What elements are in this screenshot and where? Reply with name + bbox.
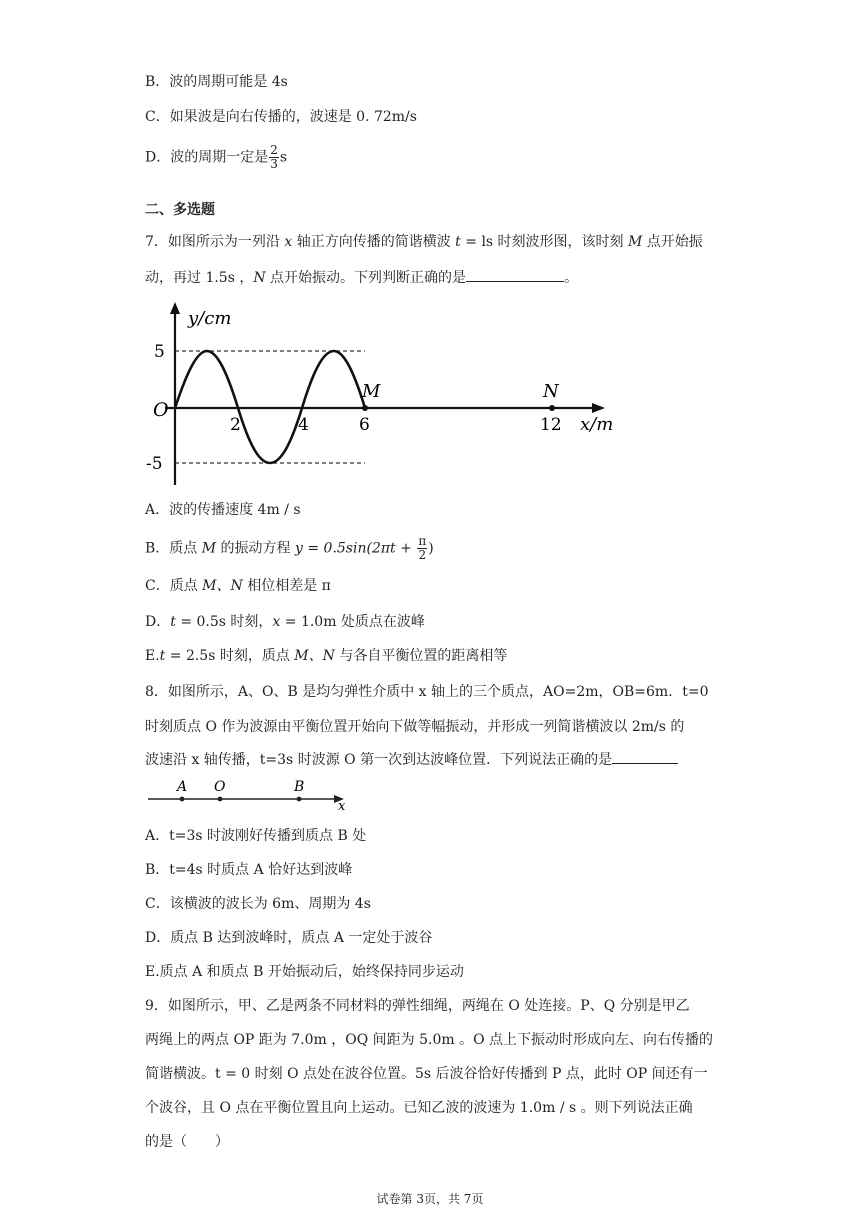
q7-var-x: x (272, 614, 281, 630)
tick-y-5: 5 (154, 342, 165, 362)
y-axis-label: y/cm (188, 308, 232, 329)
q6-option-d-suffix: s (279, 149, 288, 166)
x-axis-label: x/m (580, 414, 614, 435)
q7-equation: y = 0.5sin(2πt + (295, 540, 417, 557)
q7-text: 轴正方向传播的简谐横波 (292, 234, 456, 250)
q7-text: C．质点 (145, 578, 203, 594)
q6-option-d-fraction (269, 144, 279, 171)
q7-text: = 1.0m 处质点在波峰 (280, 614, 425, 630)
label-o: O (214, 779, 226, 795)
answer-blank[interactable] (466, 267, 564, 282)
q7-var-t: t (159, 648, 166, 664)
tick-x-2: 2 (230, 415, 241, 435)
point-b (297, 797, 302, 802)
q7-fraction (417, 535, 427, 562)
fraction-numerator: 2 (270, 143, 278, 157)
q7-text: = 2.5s 时刻，质点 (165, 648, 295, 664)
q6-option-b: B．波的周期可能是 4s (145, 74, 288, 90)
fraction-numerator: π (418, 534, 427, 548)
q7-var-t: t (455, 234, 461, 250)
q7-text: D． (145, 614, 171, 630)
q8-stem-line1: 8．如图所示，A、O、B 是均匀弹性介质中 x 轴上的三个质点，AO=2m，OB=6m．t=0 (145, 684, 709, 700)
label-x: x (338, 799, 346, 810)
q8-axis-figure (148, 776, 358, 810)
q8-stem-line3 (145, 749, 678, 770)
label-a: A (177, 779, 188, 795)
label-m: M (362, 381, 381, 402)
q7-option-a: A．波的传播速度 4m / s (145, 502, 301, 518)
q7-option-d (145, 612, 425, 632)
q9-stem-line5: 的是（ ） (145, 1134, 229, 1150)
label-b: B (294, 779, 305, 795)
q7-text: 点开始振 (642, 234, 703, 250)
q7-var-m: M (201, 540, 217, 557)
q7-text: 相位相差是 π (242, 578, 331, 594)
q7-text: = ls 时刻波形图，该时刻 (460, 234, 629, 250)
answer-blank[interactable] (612, 749, 678, 764)
section-heading: 二、多选题 (145, 202, 215, 218)
q7-text: 。 (564, 270, 579, 286)
q7-var-n: N (253, 270, 266, 286)
q7-option-b (145, 535, 434, 562)
q9-stem-line1: 9．如图所示，甲、乙是两条不同材料的弹性细绳，两绳在 O 处连接。P、Q 分别是甲乙 (145, 998, 690, 1014)
q6-option-c: C．如果波是向右传播的，波速是 0. 72m/s (145, 109, 417, 125)
label-n: N (543, 381, 559, 402)
q7-text: E. (145, 648, 160, 664)
q7-var-m: M (628, 234, 643, 250)
q7-text: B．质点 (145, 540, 202, 557)
q7-var-mn: M、N (202, 578, 243, 594)
page-footer: 试卷第 3页，共 7页 (376, 1192, 484, 1206)
q7-option-e (145, 646, 507, 666)
origin-label: O (153, 399, 169, 421)
fraction-denominator: 2 (418, 548, 427, 562)
q6-option-d (145, 144, 287, 171)
point-o (218, 797, 223, 802)
q9-stem-line3: 简谐横波。t = 0 时刻 O 点处在波谷位置。5s 后波谷恰好传播到 P 点，此时 OP 间还有一 (145, 1066, 708, 1082)
q7-wave-figure (140, 300, 620, 490)
q7-text: ) (428, 540, 434, 557)
tick-x-4: 4 (298, 415, 309, 435)
point-n (549, 405, 555, 411)
q7-var-mn: M、N (294, 648, 335, 664)
tick-x-6: 6 (359, 415, 370, 435)
q7-text: 点开始振动。下列判断正确的是 (265, 270, 467, 286)
q7-text: 的振动方程 (216, 540, 295, 557)
q7-var-x: x (284, 234, 293, 250)
q8-option-a: A．t=3s 时波刚好传播到质点 B 处 (145, 828, 367, 844)
q8-option-e: E.质点 A 和质点 B 开始振动后，始终保持同步运动 (145, 964, 464, 980)
q7-stem-line2 (145, 267, 578, 288)
q7-stem-line1 (145, 232, 703, 252)
q8-option-b: B．t=4s 时质点 A 恰好达到波峰 (145, 862, 353, 878)
q7-text: 7．如图所示为一列沿 (145, 234, 285, 250)
q7-var-t: t (170, 614, 176, 630)
q8-option-c: C．该横波的波长为 6m、周期为 4s (145, 896, 371, 912)
q8-text: 波速沿 x 轴传播，t=3s 时波源 O 第一次到达波峰位置．下列说法正确的是 (145, 752, 613, 768)
point-m (362, 405, 368, 411)
q7-option-c (145, 576, 331, 596)
q9-stem-line2: 两绳上的两点 OP 距为 7.0m ，OQ 间距为 5.0m 。O 点上下振动时形成向左、向右传播的 (145, 1032, 714, 1048)
q8-option-d: D．质点 B 达到波峰时，质点 A 一定处于波谷 (145, 930, 433, 946)
tick-x-12: 12 (540, 415, 562, 435)
q7-text: 与各自平衡位置的距离相等 (334, 648, 508, 664)
q6-option-d-prefix: D．波的周期一定是 (145, 149, 269, 166)
q8-stem-line2: 时刻质点 O 作为波源由平衡位置开始向下做等幅振动，并形成一列简谐横波以 2m/s 的 (145, 719, 685, 735)
q7-text: = 0.5s 时刻， (175, 614, 273, 630)
q9-stem-line4: 个波谷，且 O 点在平衡位置且向上运动。已知乙波的波速为 1.0m / s 。则下列说法正确 (145, 1100, 693, 1116)
fraction-denominator: 3 (270, 157, 278, 171)
q7-text: 动，再过 1.5s ， (145, 270, 254, 286)
point-a (180, 797, 185, 802)
tick-y-neg5: -5 (146, 454, 163, 474)
